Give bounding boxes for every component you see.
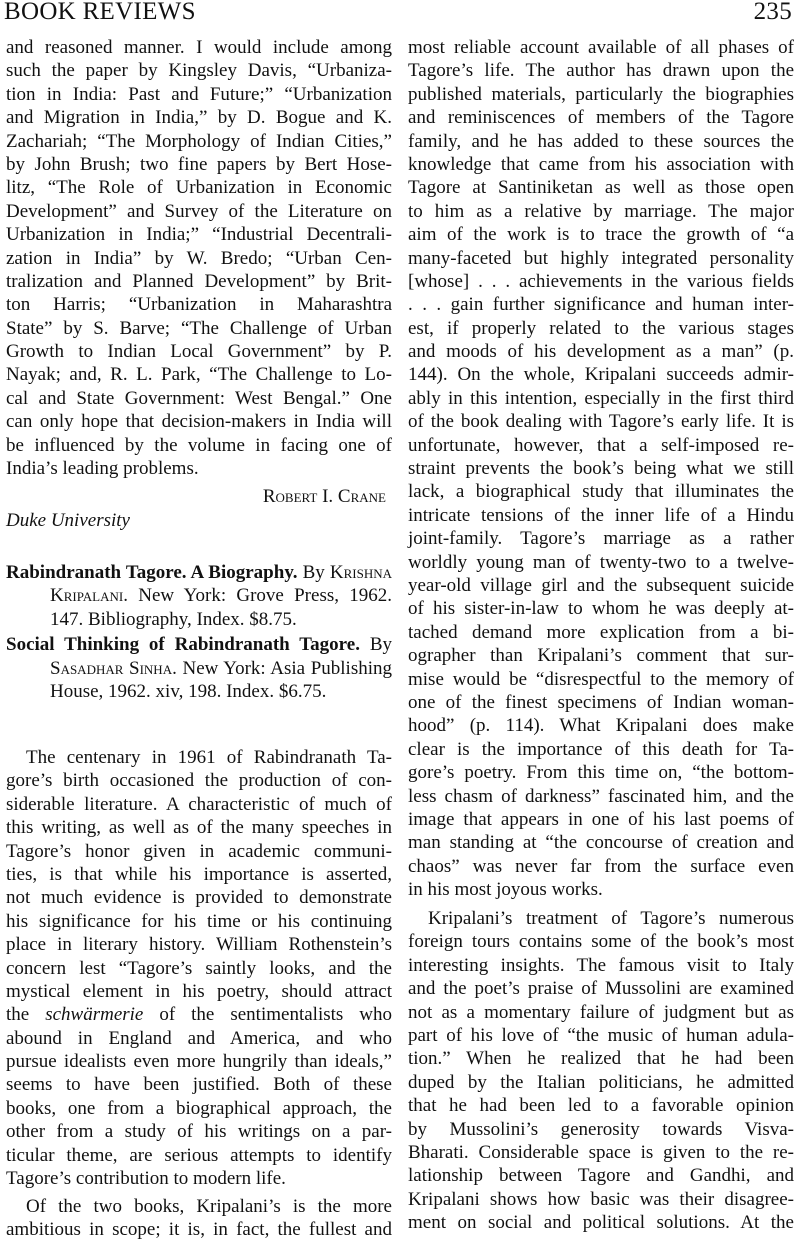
text-line: this writing, as well as of the many speeches in	[6, 817, 392, 839]
book-entries	[6, 561, 392, 705]
book-author: Sasadhar Sinha.	[50, 657, 177, 679]
text-line: Tagore’s honor given in academic communi-	[6, 840, 392, 862]
text-line: Growth to Indian Local Government” by P.	[6, 341, 392, 363]
text-line: by Mussolini’s generosity towards Visva-	[408, 1118, 794, 1140]
text-line: and Migration in India,” by D. Bogue and K.	[6, 107, 392, 129]
text-line: ably in this intention, especially in the first third	[408, 387, 794, 409]
text-line: mise would be “disrespectful to the memory of	[408, 668, 794, 690]
text-line: in his most joyous works.	[408, 879, 603, 901]
text-line: . . . gain further significance and human inter-	[408, 294, 794, 316]
text-line: part of his love of “the music of human adula-	[408, 1024, 794, 1046]
text-line: by John Brush; two fine papers by Bert Hose-	[6, 153, 392, 175]
text-line: abound in England and America, and who	[6, 1027, 392, 1049]
text-line: ties, is that while his importance is asserted,	[6, 863, 392, 885]
text-line: pursue idealists even more hungrily than ideals,”	[6, 1051, 392, 1073]
text-line: gore’s poetry. From this time on, “the bottom-	[408, 762, 794, 784]
text-line: and moods of his development as a man” (p.	[408, 341, 794, 363]
book-details: New York: Grove Press, 1962. 147. Bibliography, Index. $8.75.	[50, 585, 393, 630]
by-label: By	[302, 562, 325, 583]
left-para-1	[6, 36, 392, 480]
text-line: worldly young man of twenty-two to a twelve-	[408, 551, 794, 573]
text-line: most reliable account available of all phases of	[408, 37, 794, 58]
text-line: and reminiscences of members of the Tagore	[408, 107, 794, 129]
text-line: published materials, particularly the biographies	[408, 83, 794, 105]
by-label: By	[369, 634, 393, 656]
text-line: joint-family. Tagore’s marriage as a rather	[408, 528, 794, 550]
text-line: India’s leading problems.	[6, 458, 199, 480]
text-line: and the poet’s praise of Mussolini are examined	[408, 978, 794, 1000]
page-number: 235	[753, 0, 792, 25]
text-line: many-faceted but highly integrated personality	[408, 247, 794, 269]
text-line: of his sister-in-law to whom he was deeply at-	[408, 598, 794, 620]
text-line: Bharati. Considerable space is given to the re-	[408, 1141, 794, 1163]
text-line: chaos” was never far from the surface even	[408, 855, 794, 877]
text-line: seems to have been justified. Both of these	[6, 1074, 392, 1096]
text-line: image that appears in one of his last poems of	[408, 808, 794, 830]
right-para-1	[408, 36, 794, 901]
italic-term: schwärmerie	[45, 1004, 144, 1026]
text-line: man standing at “the concourse of creation and	[408, 832, 794, 854]
text-line: gore’s birth occasioned the production of con-	[6, 770, 392, 792]
right-para-2	[408, 907, 794, 1234]
text-line: Tagore’s life. The author has drawn upon the	[408, 60, 794, 82]
text-line: straint prevents the book’s being what we still	[408, 458, 794, 480]
text-line: such the paper by Kingsley Davis, “Urbaniza-	[6, 60, 392, 82]
text-line: clear is the importance of this death for Ta-	[408, 738, 794, 760]
text-line: Tagore’s contribution to modern life.	[6, 1168, 286, 1190]
text-line: other from a study of his writings on a par-	[6, 1121, 392, 1143]
text-line: [whose] . . . achievements in the various fields	[408, 270, 794, 292]
text-line: concern lest “Tagore’s saintly looks, and the	[6, 957, 392, 979]
text-line: tion.” When he realized that he had been	[408, 1048, 794, 1070]
text-line: be influenced by the volume in facing one of	[6, 434, 392, 456]
book-details: New York: Asia Publishing House, 1962. xiv, 198. Index. $6.75.	[50, 657, 392, 703]
text-line: less chasm of darkness” fascinated him, and the	[408, 785, 794, 807]
text-line: knowledge that came from his association with	[408, 153, 794, 175]
text-line: unfortunate, however, that a self-imposed re-	[408, 434, 794, 456]
text-line: The centenary in 1961 of Rabindranath Ta-	[26, 747, 392, 768]
text-line: year-old village girl and the subsequent suicide	[408, 574, 794, 596]
text-line: Zachariah; “The Morphology of Indian Cities,”	[6, 130, 392, 152]
text-line: Tagore at Santiniketan as well as those open	[408, 177, 794, 199]
text-line: family, and he has added to these sources the	[408, 130, 794, 152]
text-line: ticular theme, are serious attempts to identify	[6, 1144, 392, 1166]
text-line: can only hope that decision-makers in India will	[6, 411, 392, 433]
book-author: Krishna Kripalani.	[50, 562, 392, 607]
text-line: one of the finest specimens of Indian woman-	[408, 691, 794, 713]
text-line: ambitious in scope; it is, in fact, the fullest and	[6, 1219, 392, 1241]
text-line: aim of the work is to trace the growth of “a	[408, 224, 794, 246]
left-para-3	[6, 1195, 392, 1242]
text-line: hood” (p. 114). What Kripalani does make	[408, 715, 794, 737]
text-line: not much evidence is provided to demonstrate	[6, 887, 392, 909]
text-line: cal and State Government: West Bengal.” One	[6, 387, 392, 409]
text-line: Nayak; and, R. L. Park, “The Challenge to Lo-	[6, 364, 392, 386]
text-line: ment on social and political solutions. At the	[408, 1212, 794, 1234]
text-line: and reasoned manner. I would include among	[6, 37, 392, 58]
text-line: intricate tensions of the inner life of a Hindu	[408, 504, 794, 526]
book-title: Social Thinking of Rabindranath Tagore.	[6, 634, 360, 656]
text-line: interesting insights. The famous visit to Italy	[408, 954, 794, 976]
text-line: of the book dealing with Tagore’s early life. It is	[408, 411, 794, 433]
text-line: 144). On the whole, Kripalani succeeds admir-	[408, 364, 794, 386]
text-line: litz, “The Role of Urbanization in Economic	[6, 177, 392, 199]
book-title: Rabindranath Tagore. A Biography.	[6, 562, 298, 583]
text-line: tion in India: Past and Future;” “Urbanization	[6, 83, 392, 105]
text-line: State” by S. Barve; “The Challenge of Urban	[6, 317, 392, 339]
text-line: that he had been led to a favorable opinion	[408, 1095, 794, 1117]
book-entry	[6, 561, 392, 631]
text-line: siderable literature. A characteristic of much of	[6, 793, 392, 815]
text-line: Urbanization in India;” “Industrial Decentrali-	[6, 224, 392, 246]
text-line: ton Harris; “Urbanization in Maharashtra	[6, 294, 392, 316]
text-line: lationship between Tagore and Gandhi, and	[408, 1165, 794, 1187]
text-line: the schwärmerie of the sentimentalists who	[6, 1004, 392, 1026]
text-line: to him as a relative by marriage. The major	[408, 200, 794, 222]
text-line: tralization and Planned Development” by Brit-	[6, 270, 392, 292]
text-line: duped by the Italian politicians, he admitted	[408, 1071, 794, 1093]
text-line: not as a momentary failure of judgment but as	[408, 1001, 794, 1023]
running-header: BOOK REVIEWS	[4, 0, 196, 25]
text-line: foreign tours contains some of the book’s most	[408, 931, 794, 953]
text-line: Kripalani shows how basic was their disagree-	[408, 1188, 794, 1210]
text-line: Of the two books, Kripalani’s is the more	[26, 1196, 392, 1217]
text-line: lack, a biographical study that illuminates the	[408, 481, 794, 503]
text-line: place in literary history. William Rothenstein’s	[6, 934, 392, 956]
text-line: his significance for his time or his continuing	[6, 910, 392, 932]
text-line: est, if properly related to the various stages	[408, 317, 794, 339]
text-line: Kripalani’s treatment of Tagore’s numerous	[428, 908, 794, 929]
left-para-2	[6, 746, 392, 1190]
text-line: tached demand more explication from a bi-	[408, 621, 794, 643]
reviewer-affiliation: Duke University	[6, 510, 130, 531]
text-line: ographer than Kripalani’s comment that sur-	[408, 645, 794, 667]
book-entry	[6, 633, 392, 703]
text-line: Development” and Survey of the Literature on	[6, 200, 392, 222]
text-line: mystical element in his poetry, should attract	[6, 980, 392, 1002]
text-line: zation in India” by W. Bredo; “Urban Cen-	[6, 247, 392, 269]
reviewer-signature: Robert I. Crane	[262, 486, 386, 507]
text-line: books, one from a biographical approach, the	[6, 1097, 392, 1119]
